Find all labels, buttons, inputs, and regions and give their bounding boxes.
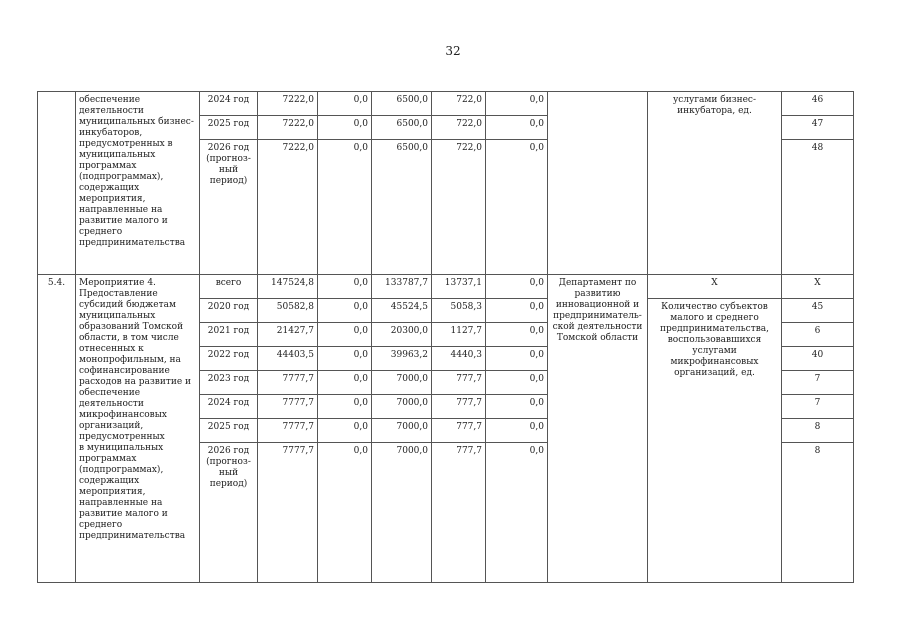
table-row [38, 275, 854, 299]
target-cell: 8 [782, 419, 854, 443]
other-cell: 0,0 [486, 92, 548, 116]
target-cell: 7 [782, 395, 854, 419]
year-cell: всего [200, 275, 258, 299]
measure-description: Мероприятие 4. Предоставление субсидий бюджетам муниципальных образований Томской области, в том числе отнесенных к монопрофильным, на софинансирование расходов на развитие и обеспечение деятельности микрофинансовых организаций, предусмотренных в муниципальных программах (подпрограммах), содержащих мероприятия, направленные на развитие малого и среднего предпринимательства [76, 275, 200, 583]
regional-cell: 7000,0 [372, 371, 432, 395]
federal-cell: 0,0 [318, 419, 372, 443]
target-cell: 46 [782, 92, 854, 116]
year-cell: 2022 год [200, 347, 258, 371]
other-cell: 0,0 [486, 140, 548, 275]
local-cell: 722,0 [432, 92, 486, 116]
target-cell: 48 [782, 140, 854, 275]
code-cell: 5.4. [38, 275, 76, 583]
total-cell: 44403,5 [258, 347, 318, 371]
total-cell: 7777,7 [258, 395, 318, 419]
regional-cell: 7000,0 [372, 419, 432, 443]
regional-cell: 6500,0 [372, 116, 432, 140]
year-cell: 2023 год [200, 371, 258, 395]
total-cell: 7777,7 [258, 371, 318, 395]
local-cell: 777,7 [432, 443, 486, 583]
federal-cell: 0,0 [318, 116, 372, 140]
page-number: 32 [445, 44, 461, 58]
indicator-total-cell: Х [648, 275, 782, 299]
regional-cell: 45524,5 [372, 299, 432, 323]
measure-description: обеспечение деятельности муниципальных бизнес- инкубаторов, предусмотренных в муниципальных программах (подпрограммах), содержащих мероприятия, направленные на развитие малого и среднего предпринимательства [76, 92, 200, 275]
federal-cell: 0,0 [318, 299, 372, 323]
year-cell: 2026 год (прогноз- ный период) [200, 140, 258, 275]
target-cell: 47 [782, 116, 854, 140]
other-cell: 0,0 [486, 347, 548, 371]
local-cell: 4440,3 [432, 347, 486, 371]
total-cell: 147524,8 [258, 275, 318, 299]
target-cell: 7 [782, 371, 854, 395]
other-cell: 0,0 [486, 275, 548, 299]
year-cell: 2024 год [200, 395, 258, 419]
target-cell: 45 [782, 299, 854, 323]
regional-cell: 7000,0 [372, 395, 432, 419]
local-cell: 777,7 [432, 371, 486, 395]
program-table [37, 91, 854, 583]
federal-cell: 0,0 [318, 140, 372, 275]
total-cell: 7777,7 [258, 419, 318, 443]
local-cell: 1127,7 [432, 323, 486, 347]
federal-cell: 0,0 [318, 443, 372, 583]
total-cell: 7222,0 [258, 140, 318, 275]
federal-cell: 0,0 [318, 395, 372, 419]
federal-cell: 0,0 [318, 275, 372, 299]
total-cell: 7777,7 [258, 443, 318, 583]
local-cell: 722,0 [432, 140, 486, 275]
target-cell: 40 [782, 347, 854, 371]
total-cell: 7222,0 [258, 116, 318, 140]
regional-cell: 6500,0 [372, 140, 432, 275]
local-cell: 13737,1 [432, 275, 486, 299]
executor-cell: Департамент по развитию инновационной и предприниматель- ской деятельности Томской области [548, 275, 648, 583]
other-cell: 0,0 [486, 371, 548, 395]
year-cell: 2021 год [200, 323, 258, 347]
total-cell: 50582,8 [258, 299, 318, 323]
regional-cell: 133787,7 [372, 275, 432, 299]
other-cell: 0,0 [486, 299, 548, 323]
indicator-cell: услугами бизнес- инкубатора, ед. [648, 92, 782, 275]
other-cell: 0,0 [486, 323, 548, 347]
code-cell [38, 92, 76, 275]
regional-cell: 20300,0 [372, 323, 432, 347]
year-cell: 2025 год [200, 419, 258, 443]
local-cell: 777,7 [432, 419, 486, 443]
year-cell: 2026 год (прогноз- ный период) [200, 443, 258, 583]
federal-cell: 0,0 [318, 347, 372, 371]
federal-cell: 0,0 [318, 92, 372, 116]
federal-cell: 0,0 [318, 371, 372, 395]
local-cell: 722,0 [432, 116, 486, 140]
local-cell: 5058,3 [432, 299, 486, 323]
target-cell: 8 [782, 443, 854, 583]
federal-cell: 0,0 [318, 323, 372, 347]
executor-cell [548, 92, 648, 275]
table-row [38, 92, 854, 116]
regional-cell: 6500,0 [372, 92, 432, 116]
other-cell: 0,0 [486, 419, 548, 443]
total-cell: 7222,0 [258, 92, 318, 116]
target-cell: 6 [782, 323, 854, 347]
other-cell: 0,0 [486, 116, 548, 140]
indicator-cell: Количество субъектов малого и среднего предпринимательства, воспользовавшихся услугами микрофинансовых организаций, ед. [648, 299, 782, 583]
target-cell: Х [782, 275, 854, 299]
year-cell: 2024 год [200, 92, 258, 116]
local-cell: 777,7 [432, 395, 486, 419]
total-cell: 21427,7 [258, 323, 318, 347]
regional-cell: 7000,0 [372, 443, 432, 583]
other-cell: 0,0 [486, 395, 548, 419]
year-cell: 2025 год [200, 116, 258, 140]
year-cell: 2020 год [200, 299, 258, 323]
regional-cell: 39963,2 [372, 347, 432, 371]
other-cell: 0,0 [486, 443, 548, 583]
